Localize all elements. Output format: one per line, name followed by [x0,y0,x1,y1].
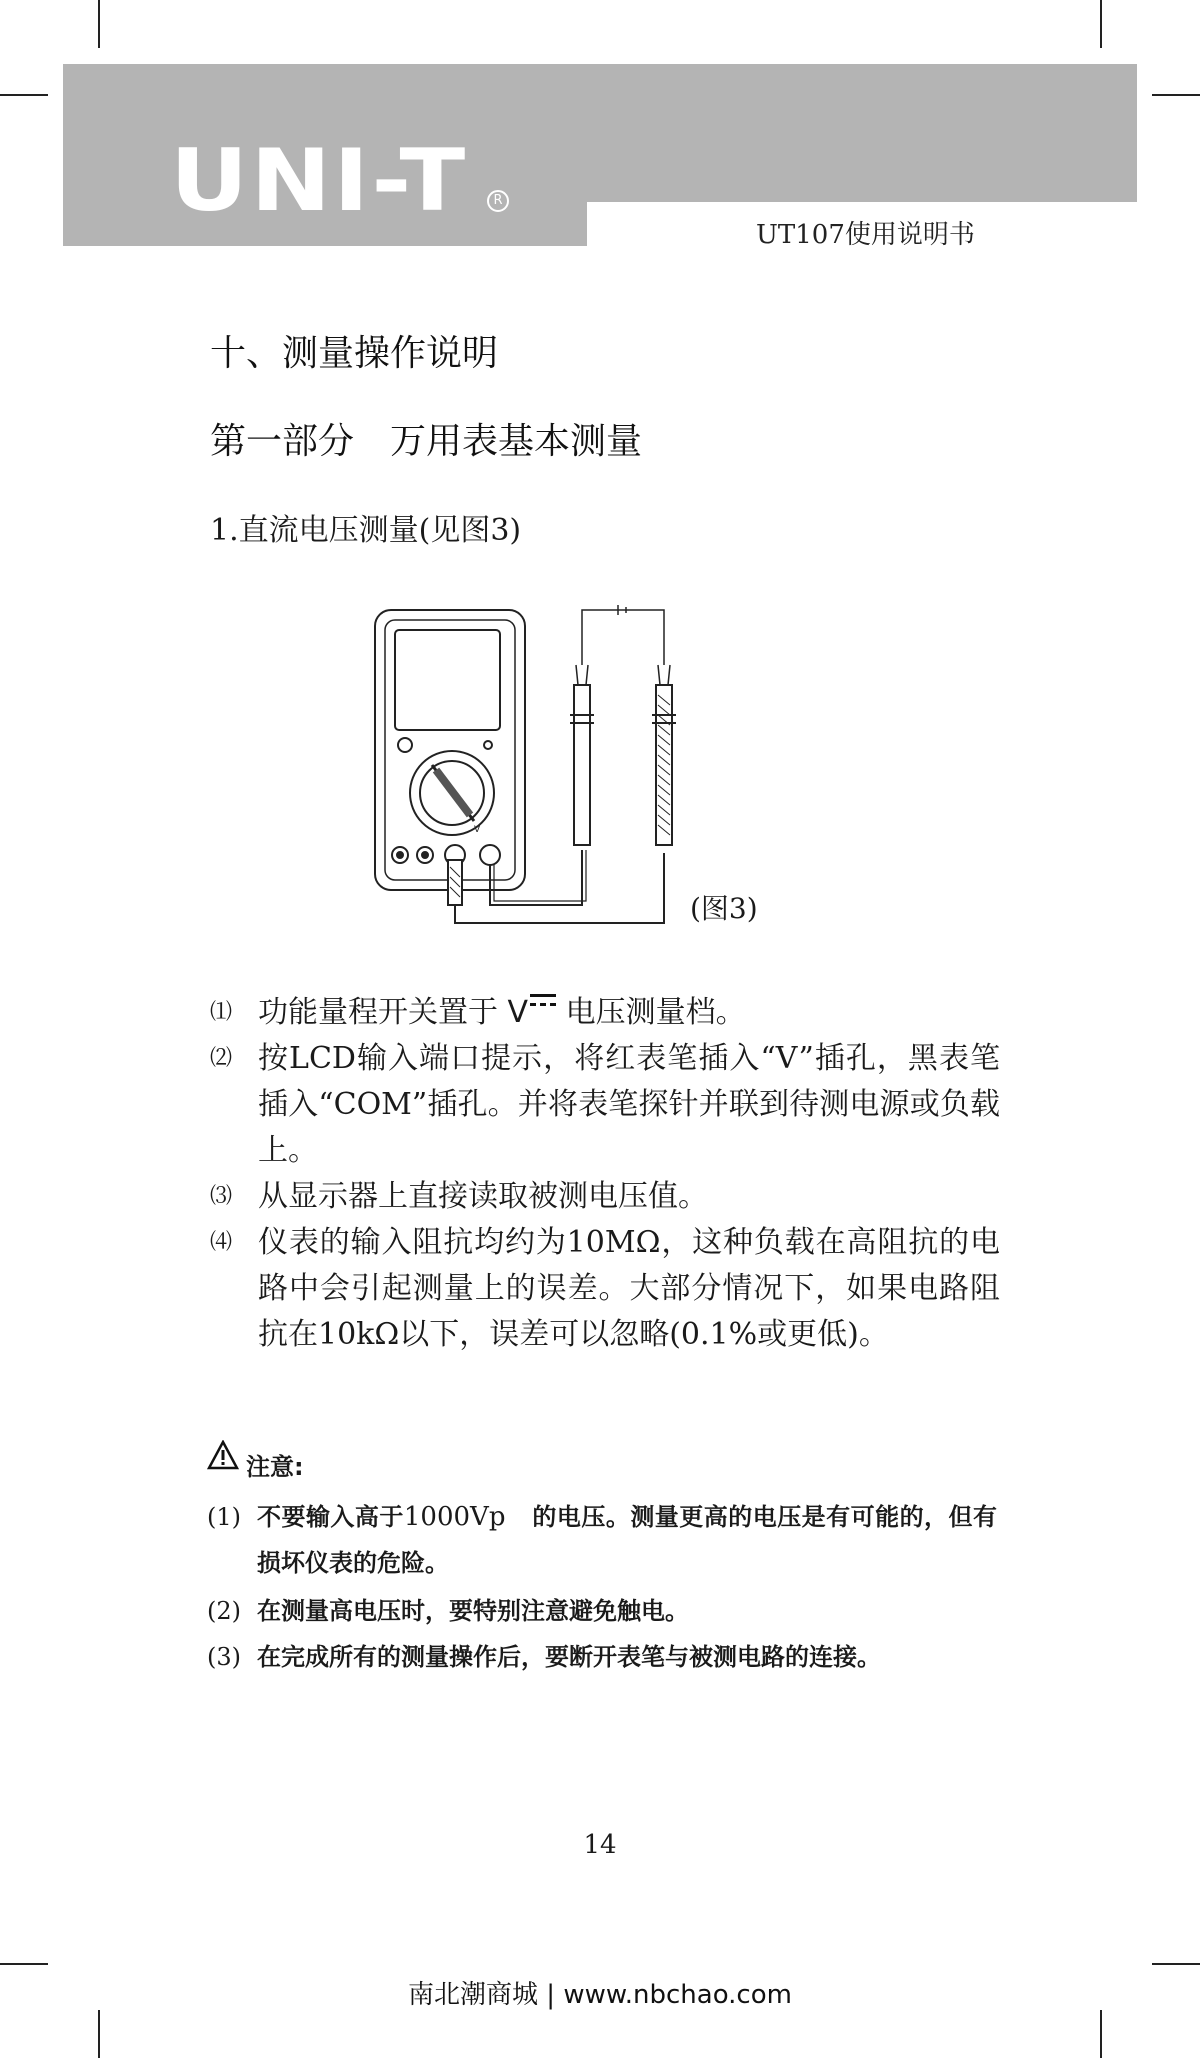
notice-text: 在完成所有的测量操作后，要断开表笔与被测电路的连接。 [257,1643,881,1671]
step-number: ⑴ [210,1000,233,1025]
step-number: ⑷ [210,1230,233,1255]
multimeter-diagram [370,605,790,935]
page-number: 14 [583,1830,617,1860]
section-title: 十、测量操作说明 [210,333,499,374]
sub-title: 1.直流电压测量(见图3) [210,513,522,548]
crop-mark [0,1963,48,1965]
step-text: 按LCD输入端口提示，将红表笔插入“V”插孔，黑表笔插入“COM”插孔。并将表笔探针并联到待测电源或负载上。 [258,1041,1000,1168]
step-text: 电压测量档。 [556,995,746,1030]
step-number: ⑶ [210,1184,233,1209]
notice-number: (2) [207,1597,241,1625]
dc-voltage-icon: V [508,990,557,1036]
step-text: 从显示器上直接读取被测电压值。 [258,1179,708,1214]
notice-item [207,1494,997,1586]
notice-voltage-value: 1000Vp [403,1502,533,1532]
step-item [210,990,1000,1036]
crop-mark [98,2010,100,2058]
step-number: ⑵ [210,1046,233,1071]
notice-text: 不要输入高于 [257,1503,404,1531]
notice-text: 的电压。测量更高的电压是有可能的，但有损坏仪表的危险。 [257,1503,998,1577]
dc-source [582,610,664,625]
notice-item [207,1588,997,1634]
manual-title: UT107使用说明书 [756,220,975,250]
notice-label: 注意: [246,1453,304,1481]
hold-button [398,738,412,752]
lcd-screen [395,630,500,730]
crop-mark [1100,2010,1102,2058]
notice-item [207,1634,997,1680]
part-title: 第一部分 万用表基本测量 [210,421,643,462]
notice-number: (3) [207,1643,241,1671]
step-item [210,1174,1000,1220]
notice-text: 在测量高电压时，要特别注意避免触电。 [257,1597,689,1625]
warning-icon [207,1440,239,1470]
step-text: 功能量程开关置于 [258,995,508,1030]
footer-link[interactable]: 南北潮商城 | www.nbchao.com [408,1980,792,2010]
crop-mark [1100,0,1102,48]
step-text: 仪表的输入阻抗均约为10MΩ，这种负载在高阻抗的电路中会引起测量上的误差。大部分情况下，如果电路阻抗在10kΩ以下，误差可以忽略(0.1%或更低)。 [258,1225,1000,1352]
notice-number: (1) [207,1503,241,1531]
crop-mark [0,94,48,96]
v-jack [480,845,500,865]
figure-caption: (图3) [690,892,758,925]
crop-mark [1152,94,1200,96]
brand-logo: UNI-T [170,131,468,231]
registered-mark-icon: R [487,190,509,212]
dial-voltage-label: V [474,825,481,835]
step-item [210,1036,1000,1174]
crop-mark [98,0,100,48]
step-item [210,1220,1000,1358]
red-probe [574,685,590,845]
crop-mark [1152,1963,1200,1965]
